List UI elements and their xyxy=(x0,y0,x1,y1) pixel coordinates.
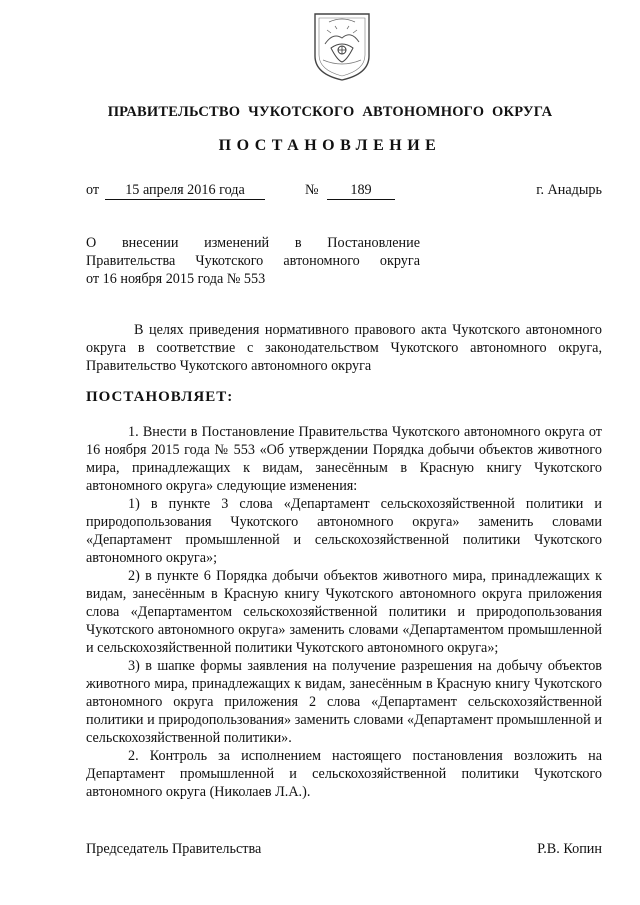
signatory-position: Председатель Правительства xyxy=(86,841,262,857)
from-label: от xyxy=(86,182,100,198)
document-type-title: ПОСТАНОВЛЕНИЕ xyxy=(218,137,442,154)
government-title: ПРАВИТЕЛЬСТВО ЧУКОТСКОГО АВТОНОМНОГО ОКРУГА xyxy=(107,104,553,120)
document-subject xyxy=(86,234,420,288)
body-paragraph: 1) в пункте 3 слова «Департамент сельскохозяйственной политики и природопользования Чукотского автономного округа» заменить словами «Департамент промышленной и сельскохозяйственной политики Чукотского автономного округа»; xyxy=(86,496,602,566)
signatory-name: Р.В. Копин xyxy=(537,841,602,857)
document-date: 15 апреля 2016 года xyxy=(105,181,265,200)
subject-line: О внесении изменений в Постановление xyxy=(86,235,420,251)
resolves-heading: ПОСТАНОВЛЯЕТ: xyxy=(86,389,234,405)
document-meta-row xyxy=(86,181,602,203)
preamble xyxy=(86,321,602,375)
body-paragraph: 3) в шапке формы заявления на получение разрешения на добычу объектов животного мира, принадлежащих к видам, занесённым в Красную книгу Чукотского автономного округа приложения 2 слова «Департамент сельскохозяйственной политики и природопользования» заменить словами «Департамент промышленной и сельскохозяйственной политики». xyxy=(86,658,602,746)
body-paragraph: 1. Внести в Постановление Правительства Чукотского автономного округа от 16 ноября 2015 года № 553 «Об утверждении Порядка добычи объектов животного мира, принадлежащих к видам, занесённым в Красную книгу Чукотского автономного округа» следующие изменения: xyxy=(86,424,602,494)
body-paragraph: 2. Контроль за исполнением настоящего постановления возложить на Департамент промышленной и сельскохозяйственной политики Чукотского автономного округа (Николаев Л.А.). xyxy=(86,748,602,800)
document-body xyxy=(86,423,602,801)
document-number: 189 xyxy=(327,181,395,200)
coat-of-arms-icon xyxy=(311,10,373,82)
body-paragraph: 2) в пункте 6 Порядка добычи объектов животного мира, принадлежащих к видам, занесённым в Красную книгу Чукотского автономного округа приложения слова «Департаментом сельскохозяйственной политики и природопользования Чукотского автономного округа» заменить словами «Департаментом промышленной и сельскохозяйственной политики Чукотского автономного округа»; xyxy=(86,568,602,656)
number-sign: № xyxy=(305,182,319,198)
preamble-text: В целях приведения нормативного правового акта Чукотского автономного округа в соответствие с законодательством Чукотского автономного округа, Правительство Чукотского автономного округа xyxy=(86,322,602,374)
document-city: г. Анадырь xyxy=(536,182,602,198)
subject-line: Правительства Чукотского автономного округа xyxy=(86,253,420,269)
subject-line: от 16 ноября 2015 года № 553 xyxy=(86,271,266,287)
